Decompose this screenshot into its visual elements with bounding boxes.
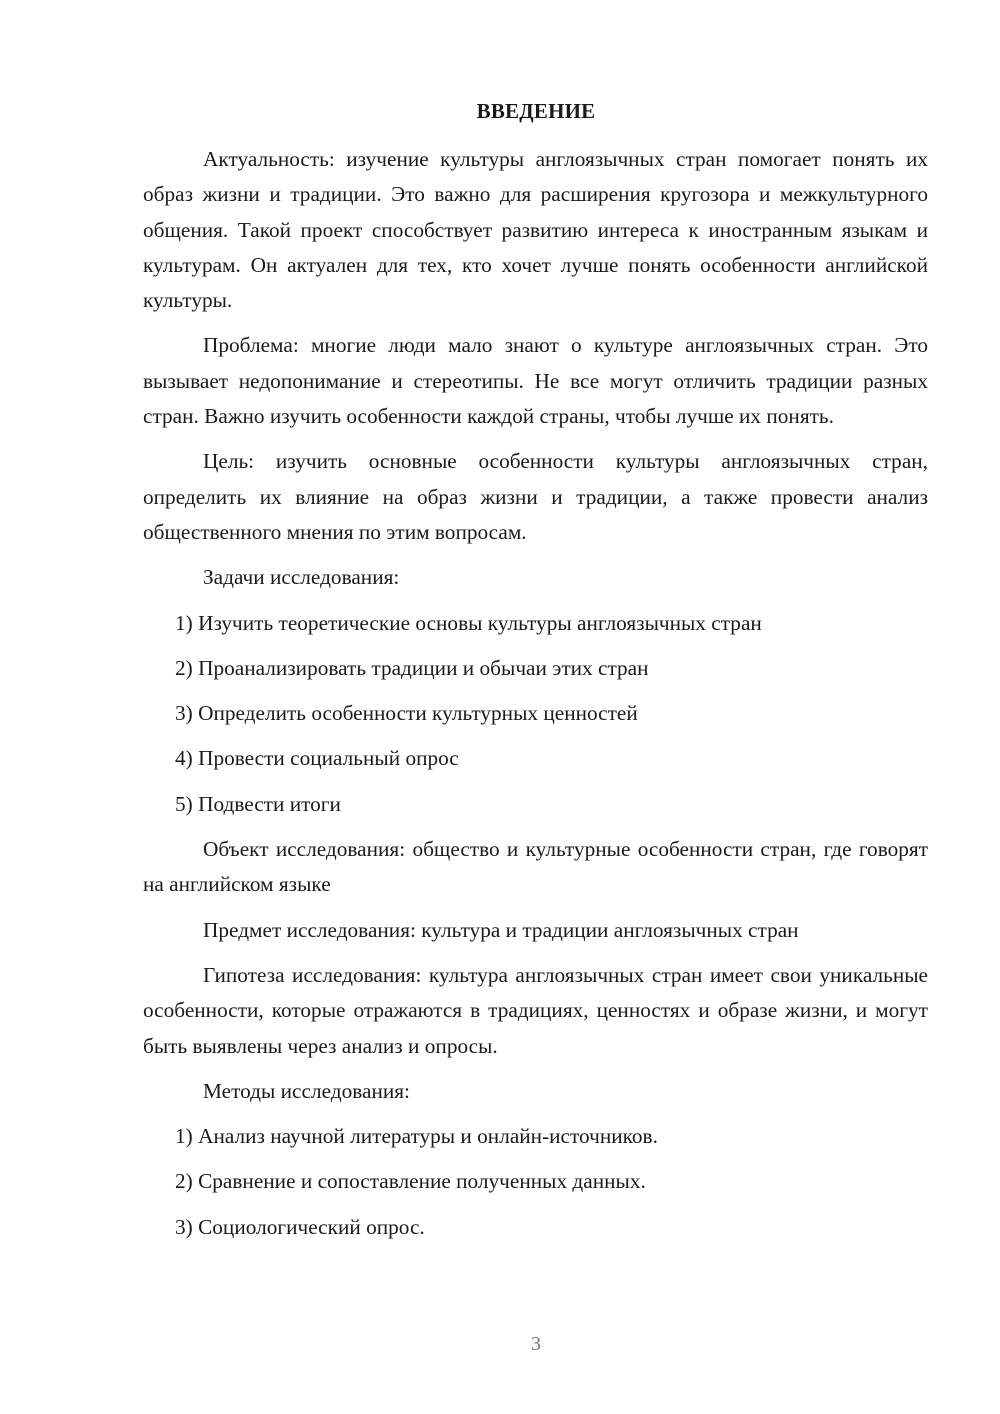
- relevance-paragraph: Актуальность: изучение культуры англоязычных стран помогает понять их образ жизни и традиции. Это важно для расширения кругозора и межкультурного общения. Такой проект способствует развитию интереса к иностранным языкам и культурам. Он актуален для тех, кто хочет лучше понять особенности английской культуры.: [143, 147, 928, 313]
- tasks-list: [143, 606, 928, 822]
- list-item: 1) Изучить теоретические основы культуры англоязычных стран: [175, 610, 762, 635]
- list-item: 4) Провести социальный опрос: [175, 746, 459, 771]
- page-title: ВВЕДЕНИЕ: [476, 99, 596, 123]
- subject-paragraph: Предмет исследования: культура и традиции англоязычных стран: [203, 917, 799, 942]
- list-item: 2) Сравнение и сопоставление полученных данных.: [175, 1169, 646, 1194]
- page-number: 3: [531, 1333, 541, 1355]
- list-item: 1) Анализ научной литературы и онлайн-источников.: [175, 1124, 658, 1149]
- goal-paragraph: Цель: изучить основные особенности культуры англоязычных стран, определить их влияние на образ жизни и традиции, а также провести анализ общественного мнения по этим вопросам.: [143, 449, 928, 544]
- list-item: 5) Подвести итоги: [175, 791, 341, 816]
- tasks-heading: Задачи исследования:: [203, 565, 400, 590]
- problem-paragraph: Проблема: многие люди мало знают о культуре англоязычных стран. Это вызывает недопонимание и стереотипы. Не все могут отличить традиции разных стран. Важно изучить особенности каждой страны, чтобы лучше их понять.: [143, 333, 928, 429]
- object-paragraph: Объект исследования: общество и культурные особенности стран, где говорят на английском языке: [143, 837, 928, 897]
- methods-heading: Методы исследования:: [203, 1078, 410, 1103]
- hypothesis-paragraph: Гипотеза исследования: культура англоязычных стран имеет свои уникальные особенности, которые отражаются в традициях, ценностях и образе жизни, и могут быть выявлены через анализ и опросы.: [143, 962, 928, 1058]
- list-item: 3) Определить особенности культурных ценностей: [175, 701, 638, 726]
- list-item: 3) Социологический опрос.: [175, 1214, 425, 1239]
- list-item: 2) Проанализировать традиции и обычаи этих стран: [175, 655, 649, 680]
- methods-list: [143, 1119, 928, 1245]
- document-body: [143, 142, 928, 1255]
